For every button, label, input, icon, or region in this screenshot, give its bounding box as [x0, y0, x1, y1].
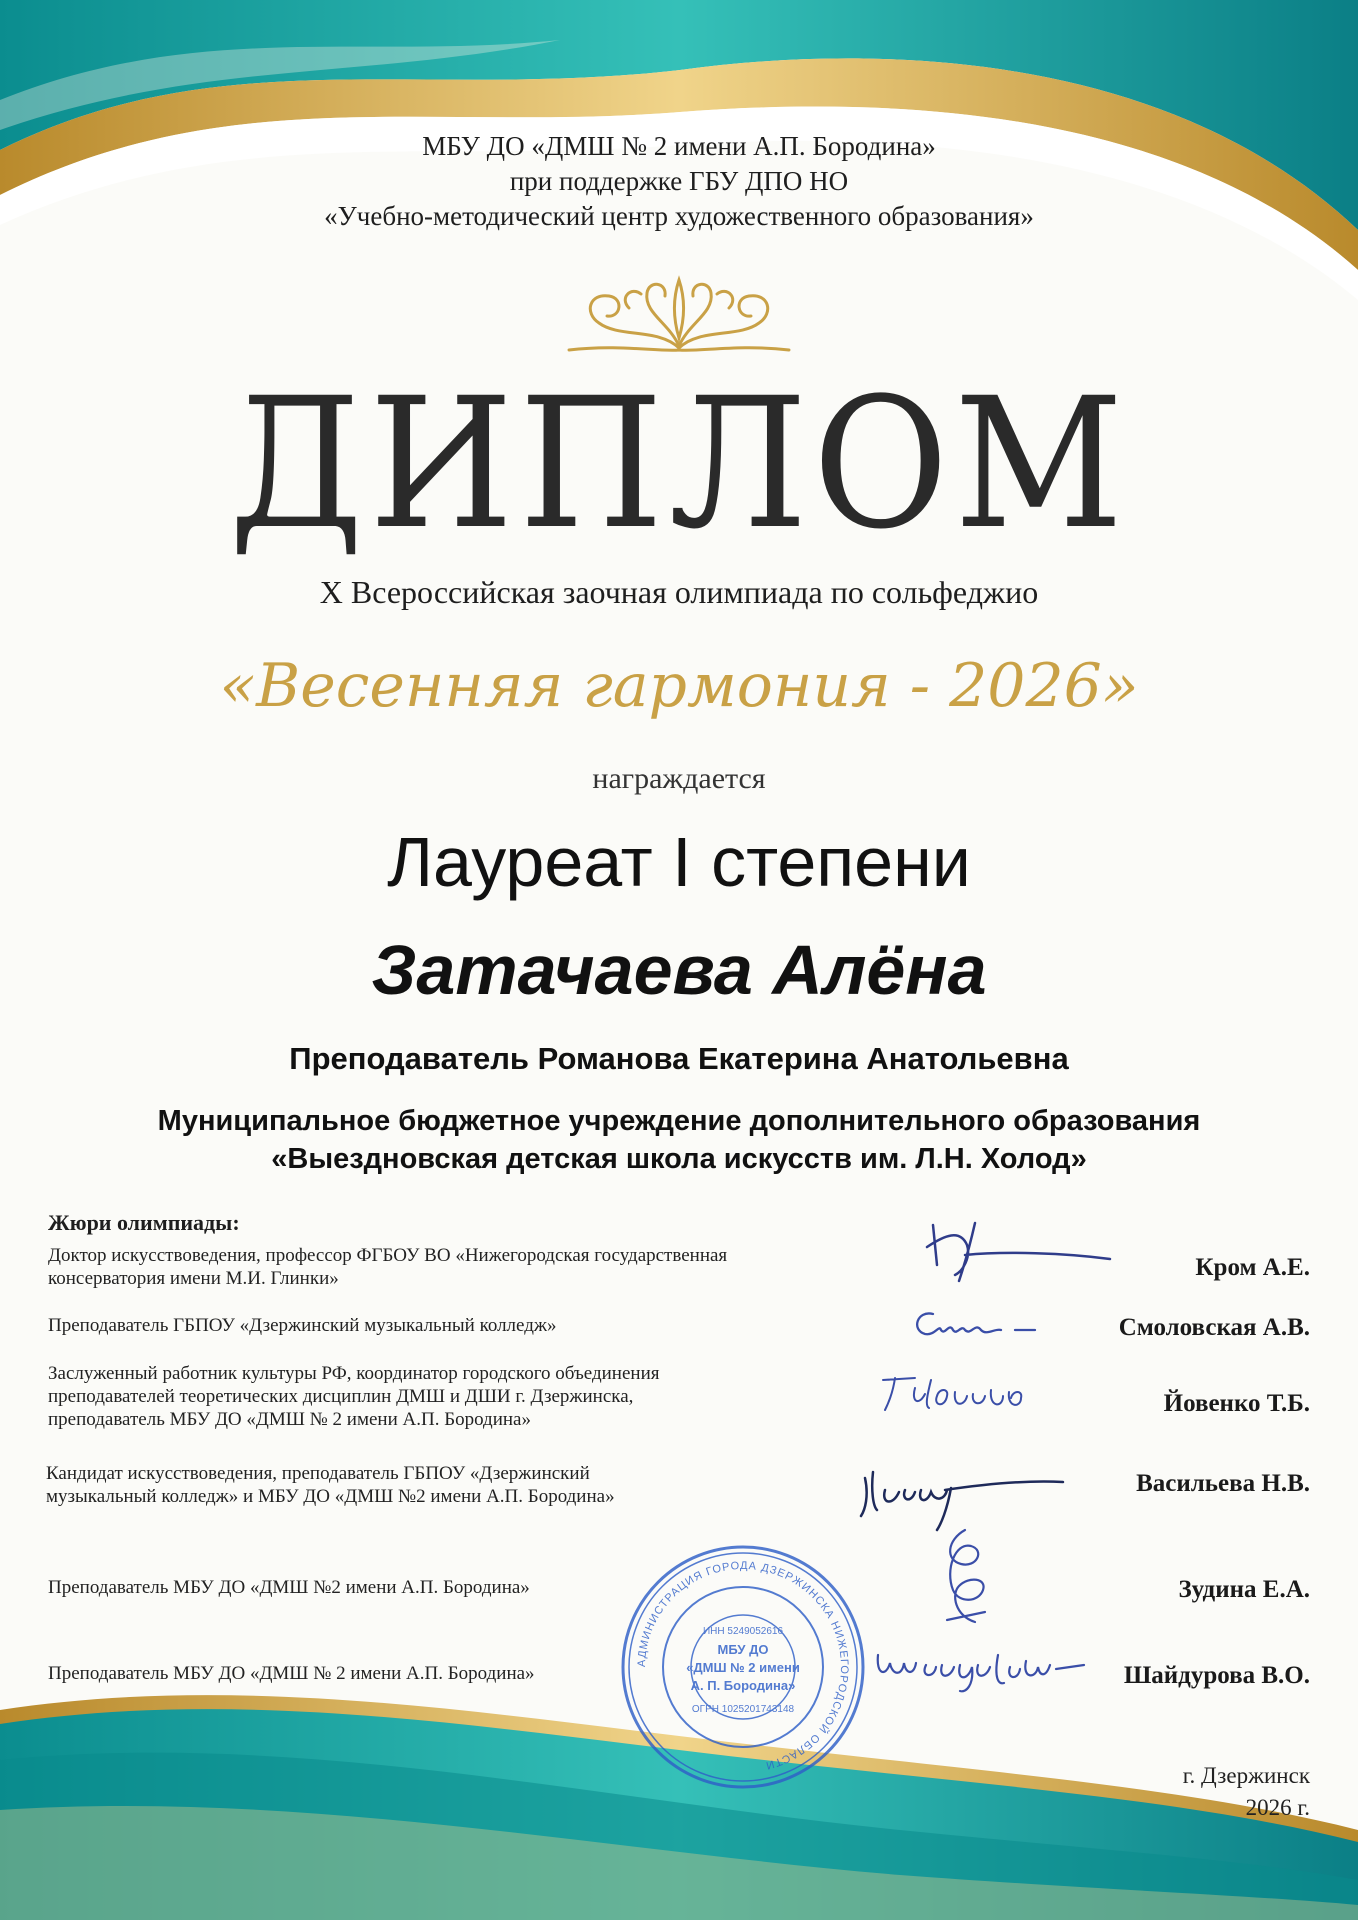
jury-member-2-description [48, 1314, 858, 1337]
jury-member-2-name: Смоловская А.В. [1118, 1314, 1310, 1341]
jury-member-4-description [46, 1462, 856, 1508]
issue-city: г. Дзержинск [1182, 1763, 1310, 1788]
recipient-name: Затачаева Алёна [371, 931, 987, 1009]
signature-krom [915, 1215, 1115, 1285]
stamp-ring-text: АДМИНИСТРАЦИЯ ГОРОДА ДЗЕРЖИНСКА НИЖЕГОРОДСКОЙ ОБЛАСТИ [635, 1559, 851, 1772]
jury-member-4-desc-line-1: Кандидат искусствоведения, преподаватель ГБПОУ «Дзержинский [46, 1463, 590, 1484]
olympiad-subtitle: X Всероссийская заочная олимпиада по сольфеджио [319, 574, 1039, 610]
event-name: «Весенняя гармония - 2026» [219, 651, 1139, 721]
signature-smolovskaya [905, 1300, 1055, 1350]
jury-member-1-name: Кром А.Е. [1195, 1254, 1310, 1281]
diploma-title: ДИПЛОМ [228, 360, 1130, 569]
jury-member-4-desc-line-2: музыкальный колледж» и МБУ ДО «ДМШ №2 имени А.П. Бородина» [46, 1486, 615, 1507]
jury-member-4-name: Васильева Н.В. [1136, 1470, 1310, 1497]
institution-line-1: Муниципальное бюджетное учреждение дополнительного образования [157, 1105, 1201, 1137]
jury-member-5-desc-line-1: Преподаватель МБУ ДО «ДМШ №2 имени А.П. Бородина» [48, 1577, 530, 1598]
jury-member-3-description [48, 1362, 858, 1431]
jury-member-3-name: Йовенко Т.Б. [1163, 1390, 1310, 1417]
award-degree: Лауреат I степени [387, 823, 971, 901]
jury-member-1-description [48, 1244, 858, 1290]
stamp-center-line-1: МБУ ДО [717, 1642, 769, 1657]
stamp-center-line-3: А. П. Бородина» [690, 1678, 796, 1693]
official-stamp-icon [618, 1542, 868, 1792]
awarded-text: награждается [592, 762, 766, 795]
jury-member-6-name: Шайдурова В.О. [1123, 1662, 1310, 1689]
issue-place-date [1183, 1760, 1310, 1824]
teacher-line: Преподаватель Романова Екатерина Анатольевна [289, 1041, 1069, 1076]
jury-heading: Жюри олимпиады: [48, 1210, 240, 1235]
jury-member-5-name: Зудина Е.А. [1178, 1576, 1310, 1603]
jury-member-6-desc-line-1: Преподаватель МБУ ДО «ДМШ № 2 имени А.П. Бородина» [48, 1663, 535, 1684]
jury-member-1-desc-line-1: Доктор искусствоведения, профессор ФГБОУ ВО «Нижегородская государственная [48, 1245, 728, 1266]
signature-yovenko [875, 1368, 1055, 1418]
institution-line-2: «Выездновская детская школа искусств им. Л.Н. Холод» [271, 1143, 1087, 1175]
jury-member-2-desc-line-1: Преподаватель ГБПОУ «Дзержинский музыкальный колледж» [48, 1315, 557, 1336]
stamp-center-line-2: «ДМШ № 2 имени [686, 1660, 800, 1675]
organizer-line-1: МБУ ДО «ДМШ № 2 имени А.П. Бородина» [422, 131, 936, 161]
signature-zudina [925, 1520, 1005, 1630]
signature-shaydurova [870, 1635, 1090, 1697]
gold-ornament-icon [559, 268, 799, 358]
jury-member-3-desc-line-2: преподавателей теоретических дисциплин ДМШ и ДШИ г. Дзержинска, [48, 1386, 634, 1407]
organizer-line-2: при поддержке ГБУ ДПО НО [509, 166, 849, 196]
jury-member-3-desc-line-3: преподаватель МБУ ДО «ДМШ № 2 имени А.П. Бородина» [48, 1409, 531, 1430]
jury-member-1-desc-line-2: консерватория имени М.И. Глинки» [48, 1268, 339, 1289]
jury-member-3-desc-line-1: Заслуженный работник культуры РФ, координатор городского объединения [48, 1363, 660, 1384]
stamp-inn: ИНН 5249052616 [702, 1626, 784, 1637]
organizer-line-3: «Учебно-методический центр художественного образования» [324, 201, 1034, 231]
issue-year: 2026 г. [1245, 1795, 1310, 1820]
stamp-ogrn: ОГРН 1025201743148 [691, 1704, 795, 1715]
